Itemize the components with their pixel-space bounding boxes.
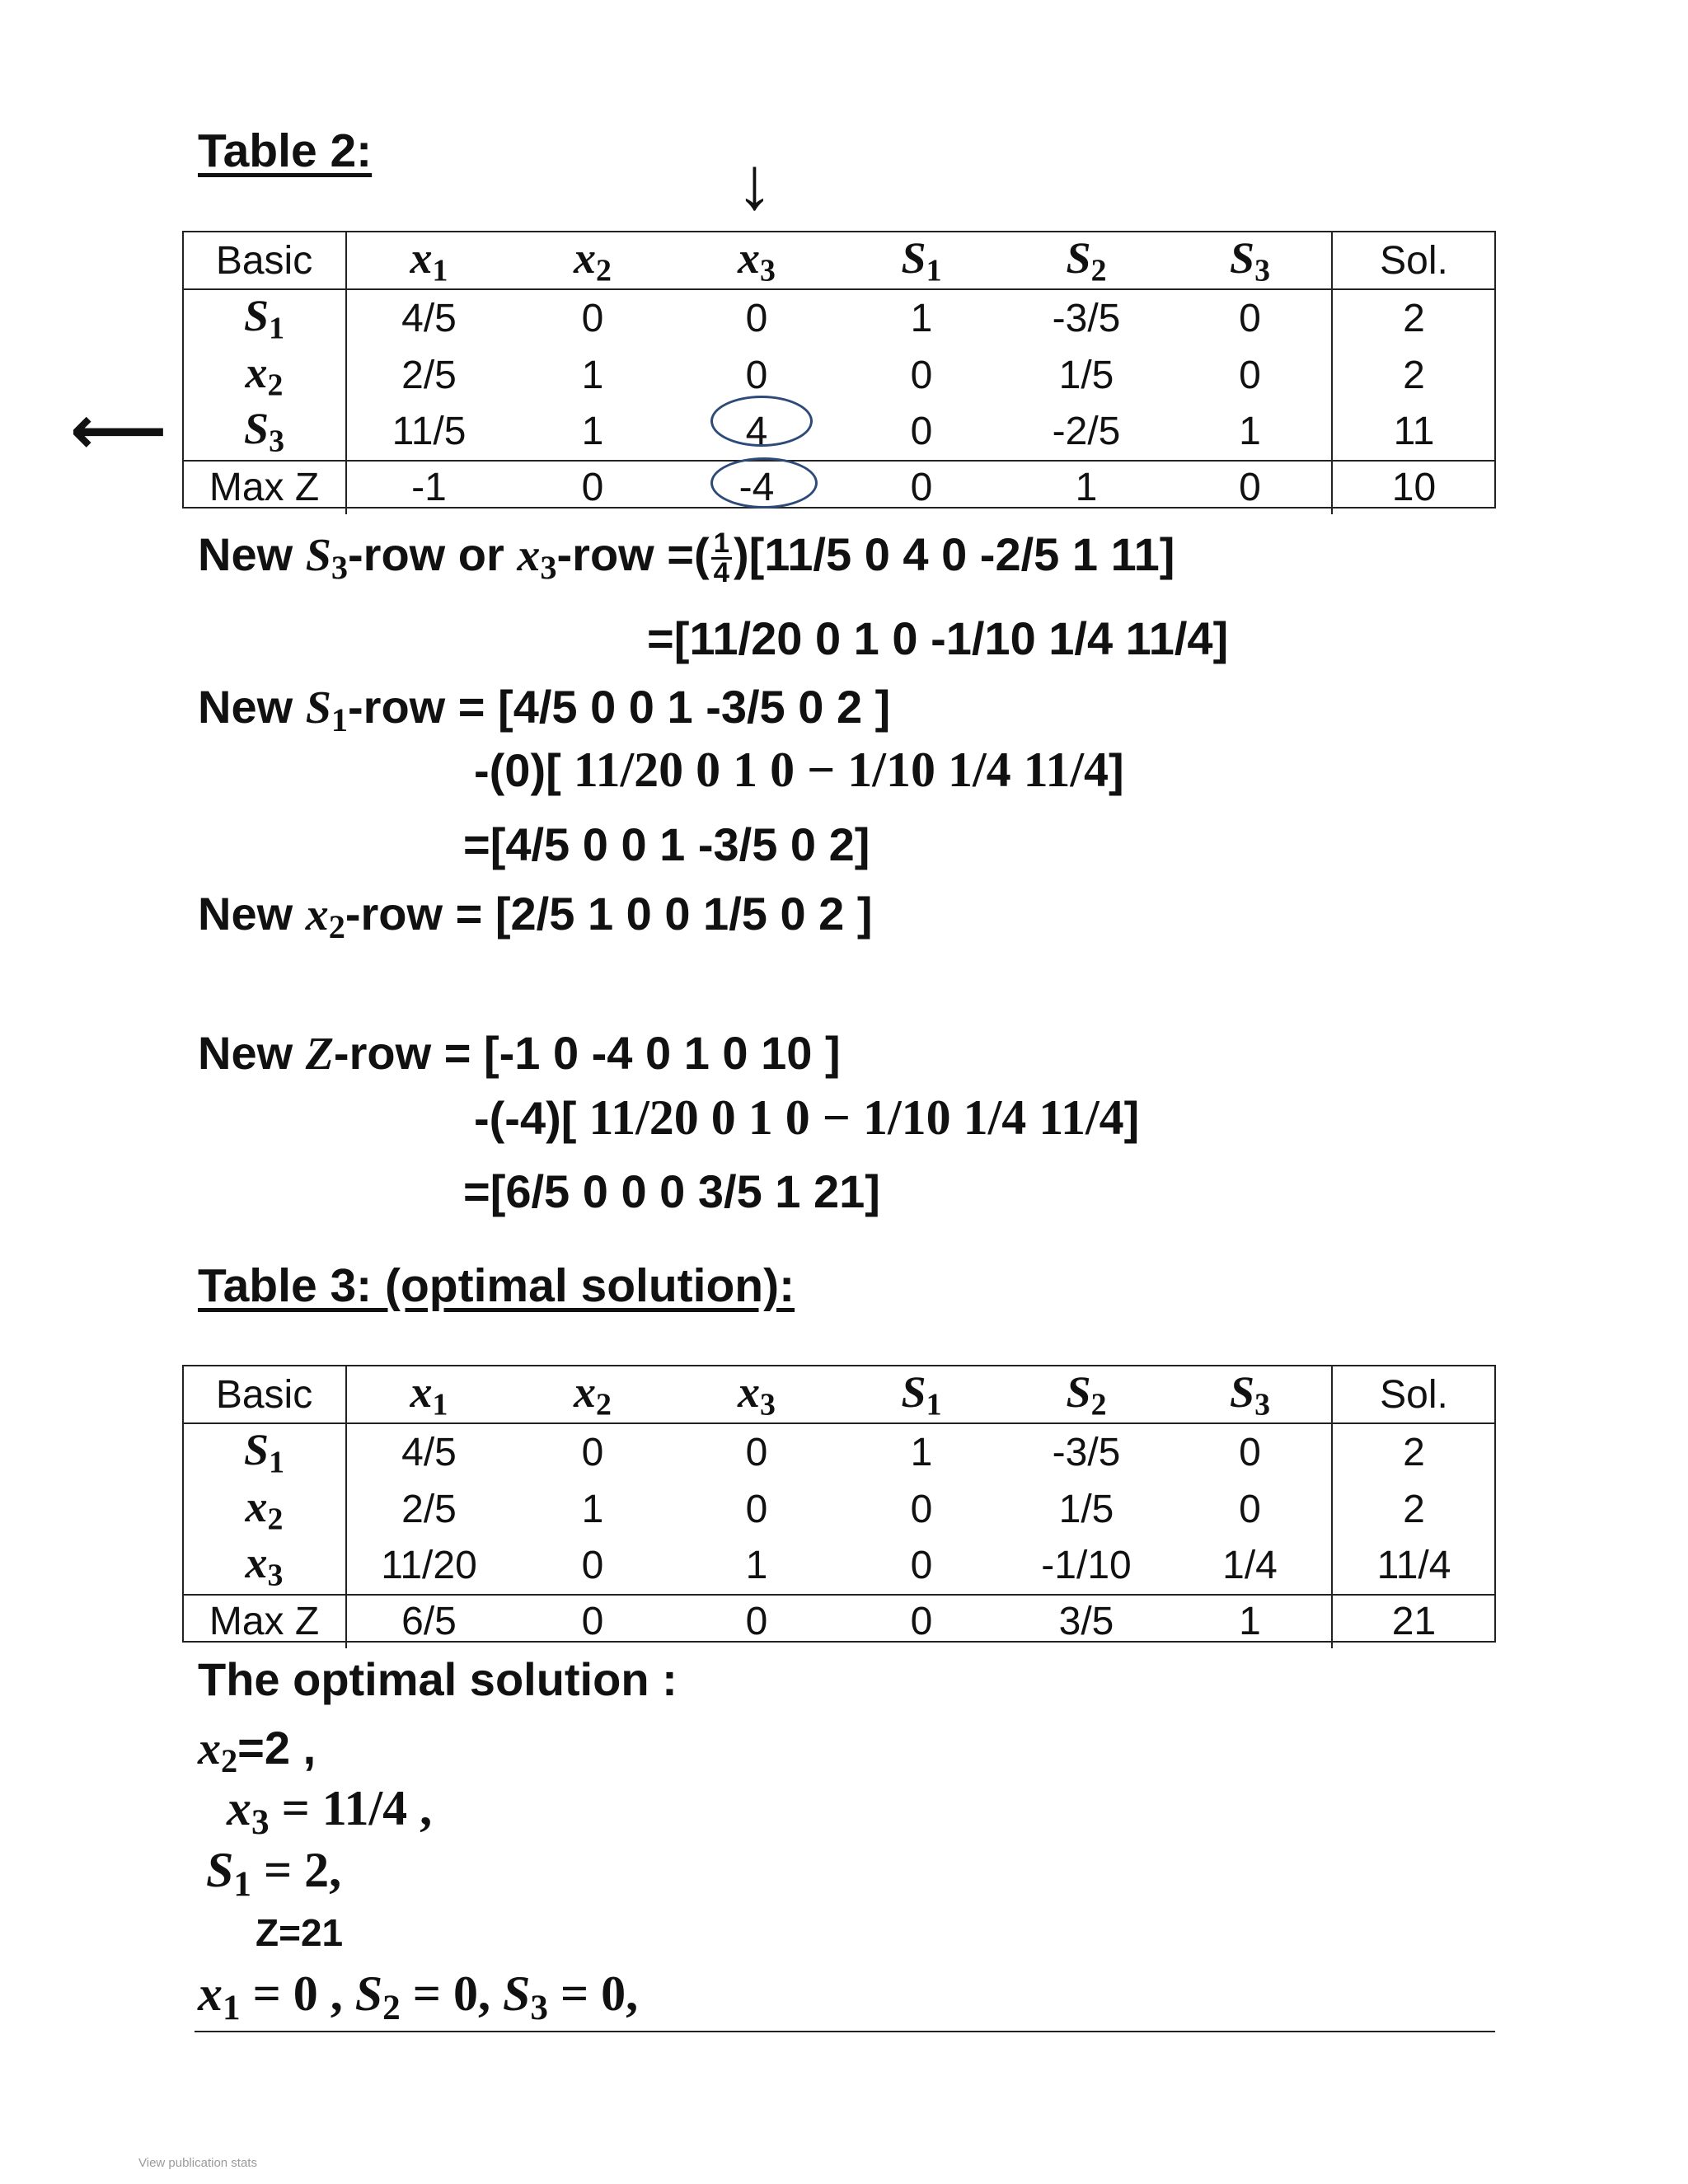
cell: 0 — [1239, 1431, 1261, 1475]
row-basic-var: $S_1$ — [183, 289, 346, 346]
cell: 2 — [1332, 1423, 1495, 1480]
table2-title: Table 2: — [198, 124, 373, 177]
cell: 1 — [581, 353, 604, 397]
entering-column-arrow-icon: ↓ — [736, 143, 773, 225]
solution-s1: $S_1 = 2$, — [206, 1843, 342, 1904]
header-x1: $x_1$ — [346, 232, 511, 289]
table-row — [183, 1537, 1495, 1594]
table2-objective-row — [183, 461, 1495, 514]
solution-nonbasic-zero: $x_1 = 0$ , $S_2 = 0$, $S_3 = 0$, — [198, 1966, 639, 2027]
cell: 0 — [839, 1595, 1004, 1648]
cell: 1 — [745, 1544, 768, 1588]
table3-header-row — [183, 1366, 1495, 1423]
cell: 0 — [910, 353, 933, 397]
cell: 4/5 — [401, 1431, 457, 1475]
step-s1-subtraction: -(0)[ 11/20 0 1 0 − 1/10 1/4 11/4] — [474, 743, 1124, 797]
cell: 0 — [839, 461, 1004, 514]
cell: 2/5 — [401, 353, 457, 397]
row-basic-var: $S_3$ — [183, 403, 346, 460]
step-s1-result: =[4/5 0 0 1 -3/5 0 2] — [463, 818, 870, 870]
table-row — [183, 403, 1495, 460]
step-z-result: =[6/5 0 0 0 3/5 1 21] — [463, 1165, 880, 1217]
header-s1: $S_1$ — [839, 1366, 1004, 1423]
header-s1: $S_1$ — [839, 232, 1004, 289]
table-row — [183, 289, 1495, 346]
entering-circle-highlight — [710, 457, 818, 509]
table3-title: Table 3: (optimal solution): — [198, 1259, 795, 1312]
cell: 1 — [1169, 1595, 1332, 1648]
cell: 1 — [910, 297, 933, 341]
cell: 1 — [581, 1487, 604, 1531]
cell: 21 — [1332, 1595, 1495, 1648]
cell: 10 — [1332, 461, 1495, 514]
cell: 2 — [1332, 289, 1495, 346]
cell: 1 — [581, 410, 604, 454]
cell: 0 — [910, 1544, 933, 1588]
header-s3: $S_3$ — [1169, 232, 1332, 289]
header-s2: $S_2$ — [1004, 232, 1169, 289]
cell: 11/4 — [1332, 1537, 1495, 1594]
row-basic-var: $x_2$ — [183, 347, 346, 403]
cell: 1 — [1004, 461, 1169, 514]
cell: 0 — [1239, 297, 1261, 341]
table3 — [183, 1366, 1495, 1648]
cell: 11 — [1332, 403, 1495, 460]
cell: 1/5 — [1058, 1487, 1114, 1531]
solution-x3: $x_3 = 11/4$ , — [227, 1781, 433, 1842]
view-publication-stats-link[interactable]: View publication stats — [138, 2156, 257, 2170]
cell: 1/5 — [1058, 353, 1114, 397]
header-sol: Sol. — [1332, 232, 1495, 289]
header-basic: Basic — [183, 232, 346, 289]
solution-x2: $x_2=2$ , — [198, 1722, 316, 1780]
cell: -1/10 — [1041, 1544, 1132, 1588]
cell: 0 — [511, 461, 674, 514]
header-x3: $x_3$ — [674, 1366, 839, 1423]
pivot-element-cell: 4 — [745, 410, 768, 454]
header-s3: $S_3$ — [1169, 1366, 1332, 1423]
cell: 0 — [745, 297, 768, 341]
cell: -3/5 — [1052, 297, 1121, 341]
header-sol: Sol. — [1332, 1366, 1495, 1423]
cell: 0 — [1239, 353, 1261, 397]
step-new-x3-row-result: =[11/20 0 1 0 -1/10 1/4 11/4] — [647, 612, 1229, 664]
one-quarter-fraction: $\frac{1}{4}$ — [711, 530, 732, 587]
header-x2: $x_2$ — [511, 232, 674, 289]
entering-coefficient-cell: -4 — [674, 461, 839, 514]
table-row — [183, 1481, 1495, 1537]
cell: 0 — [910, 410, 933, 454]
leaving-row-arrow-icon: ⟵ — [70, 393, 167, 468]
cell: 0 — [1239, 1487, 1261, 1531]
cell: 1 — [910, 1431, 933, 1475]
step-new-s1-row: New $S_1$-row = [4/5 0 0 1 -3/5 0 2 ] — [198, 681, 891, 739]
table-row — [183, 347, 1495, 403]
row-basic-var: $S_1$ — [183, 1423, 346, 1480]
row-label-maxz: Max Z — [183, 1595, 346, 1648]
cell: 3/5 — [1004, 1595, 1169, 1648]
solution-heading: The optimal solution : — [198, 1653, 678, 1705]
cell: 0 — [581, 1544, 604, 1588]
cell: 0 — [745, 353, 768, 397]
step-new-z-row: New Z-row = [-1 0 -4 0 1 0 10 ] — [198, 1027, 841, 1080]
cell: 0 — [581, 297, 604, 341]
header-x2: $x_2$ — [511, 1366, 674, 1423]
cell: 2 — [1332, 1481, 1495, 1537]
cell: 0 — [910, 1487, 933, 1531]
table2-header-row — [183, 232, 1495, 289]
header-s2: $S_2$ — [1004, 1366, 1169, 1423]
bottom-rule — [195, 2031, 1495, 2032]
row-basic-var: $x_2$ — [183, 1481, 346, 1537]
row-basic-var: $x_3$ — [183, 1537, 346, 1594]
table3-objective-row — [183, 1595, 1495, 1648]
cell: 0 — [511, 1595, 674, 1648]
cell: 4/5 — [401, 297, 457, 341]
cell: 0 — [674, 1595, 839, 1648]
cell: 2/5 — [401, 1487, 457, 1531]
cell: 11/20 — [381, 1544, 477, 1588]
cell: -1 — [346, 461, 511, 514]
cell: 11/5 — [392, 410, 467, 454]
cell: 1 — [1239, 410, 1261, 454]
cell: 0 — [745, 1431, 768, 1475]
cell: -3/5 — [1052, 1431, 1121, 1475]
header-basic: Basic — [183, 1366, 346, 1423]
table-row — [183, 1423, 1495, 1480]
pivot-circle-highlight — [710, 396, 813, 447]
table2 — [183, 232, 1495, 514]
row-label-maxz: Max Z — [183, 461, 346, 514]
cell: 1/4 — [1222, 1544, 1278, 1588]
header-x3: $x_3$ — [674, 232, 839, 289]
step-new-s3-row: New $S_3$-row or $x_3$-row =( $\frac{1}{4}$ )[11/5 0 4 0 -2/5 1 11] — [198, 527, 1175, 588]
step-new-x2-row: New $x_2$-row = [2/5 1 0 0 1/5 0 2 ] — [198, 888, 873, 946]
cell: 2 — [1332, 347, 1495, 403]
cell: 0 — [581, 1431, 604, 1475]
header-x1: $x_1$ — [346, 1366, 511, 1423]
cell: 0 — [745, 1487, 768, 1531]
solution-z: Z=21 — [256, 1911, 344, 1954]
cell: 6/5 — [346, 1595, 511, 1648]
step-z-subtraction: -(-4)[ 11/20 0 1 0 − 1/10 1/4 11/4] — [474, 1090, 1140, 1145]
cell: -2/5 — [1052, 410, 1121, 454]
cell: 0 — [1169, 461, 1332, 514]
